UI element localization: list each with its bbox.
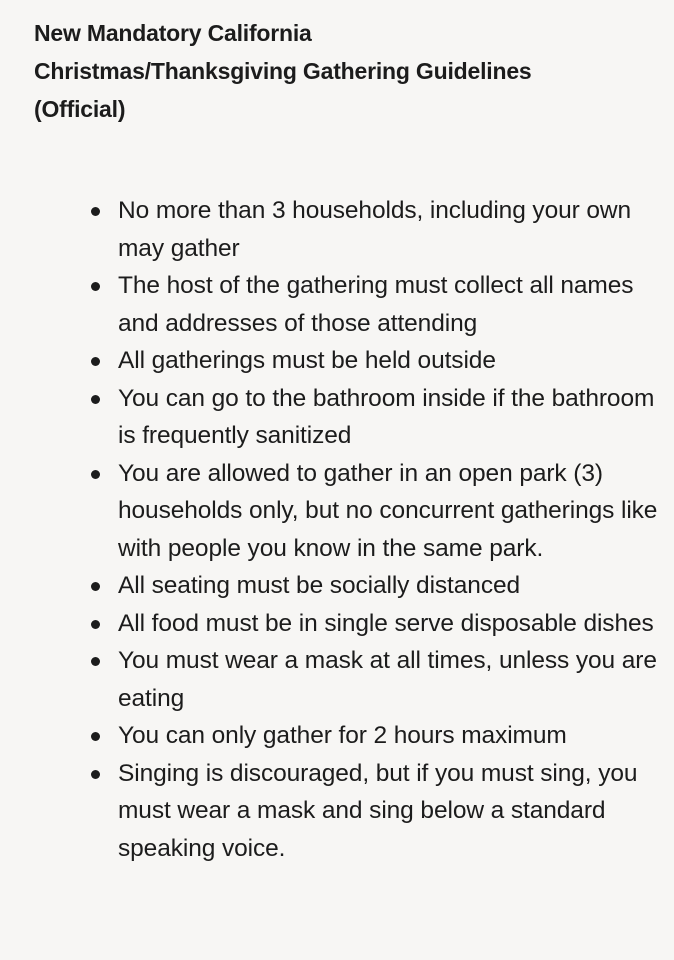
list-item-text: The host of the gathering must collect all names and addresses of those attending xyxy=(118,272,634,337)
list-item-text: All seating must be socially distanced xyxy=(118,572,521,599)
bullet-icon xyxy=(91,395,100,404)
bullet-icon xyxy=(91,732,100,741)
bullet-icon xyxy=(91,470,100,479)
list-item xyxy=(118,755,658,868)
list-item-text: You must wear a mask at all times, unless you are eating xyxy=(118,647,657,712)
list-item xyxy=(118,380,658,455)
bullet-icon xyxy=(91,207,100,216)
bullet-icon xyxy=(91,657,100,666)
list-item xyxy=(118,642,658,717)
bullet-icon xyxy=(91,770,100,779)
bullet-icon xyxy=(91,357,100,366)
list-item xyxy=(118,455,658,568)
list-item xyxy=(118,342,658,380)
list-item-text: All food must be in single serve disposable dishes xyxy=(118,609,654,637)
bullet-icon xyxy=(91,620,100,629)
list-item-text: All gatherings must be held outside xyxy=(118,347,496,374)
list-item-text: No more than 3 households, including your own may gather xyxy=(118,197,632,262)
list-item xyxy=(118,717,658,755)
document-title: New Mandatory California Christmas/Thanksgiving Gathering Guidelines (Official) xyxy=(34,20,532,122)
bullet-icon xyxy=(91,582,100,591)
list-item-text: You can only gather for 2 hours maximum xyxy=(118,722,567,749)
list-item xyxy=(118,605,658,643)
list-item xyxy=(118,192,658,267)
list-item-text: You are allowed to gather in an open park (3) households only, but no concurrent gatherings like with people you know in the same park. xyxy=(118,459,658,562)
bullet-icon xyxy=(91,282,100,291)
list-item xyxy=(118,567,658,605)
list-item-text: Singing is discouraged, but if you must sing, you must wear a mask and sing below a standard speaking voice. xyxy=(118,759,638,862)
list-item xyxy=(118,267,658,342)
list-item-text: You can go to the bathroom inside if the bathroom is frequently sanitized xyxy=(118,384,655,449)
guidelines-list xyxy=(34,192,658,867)
